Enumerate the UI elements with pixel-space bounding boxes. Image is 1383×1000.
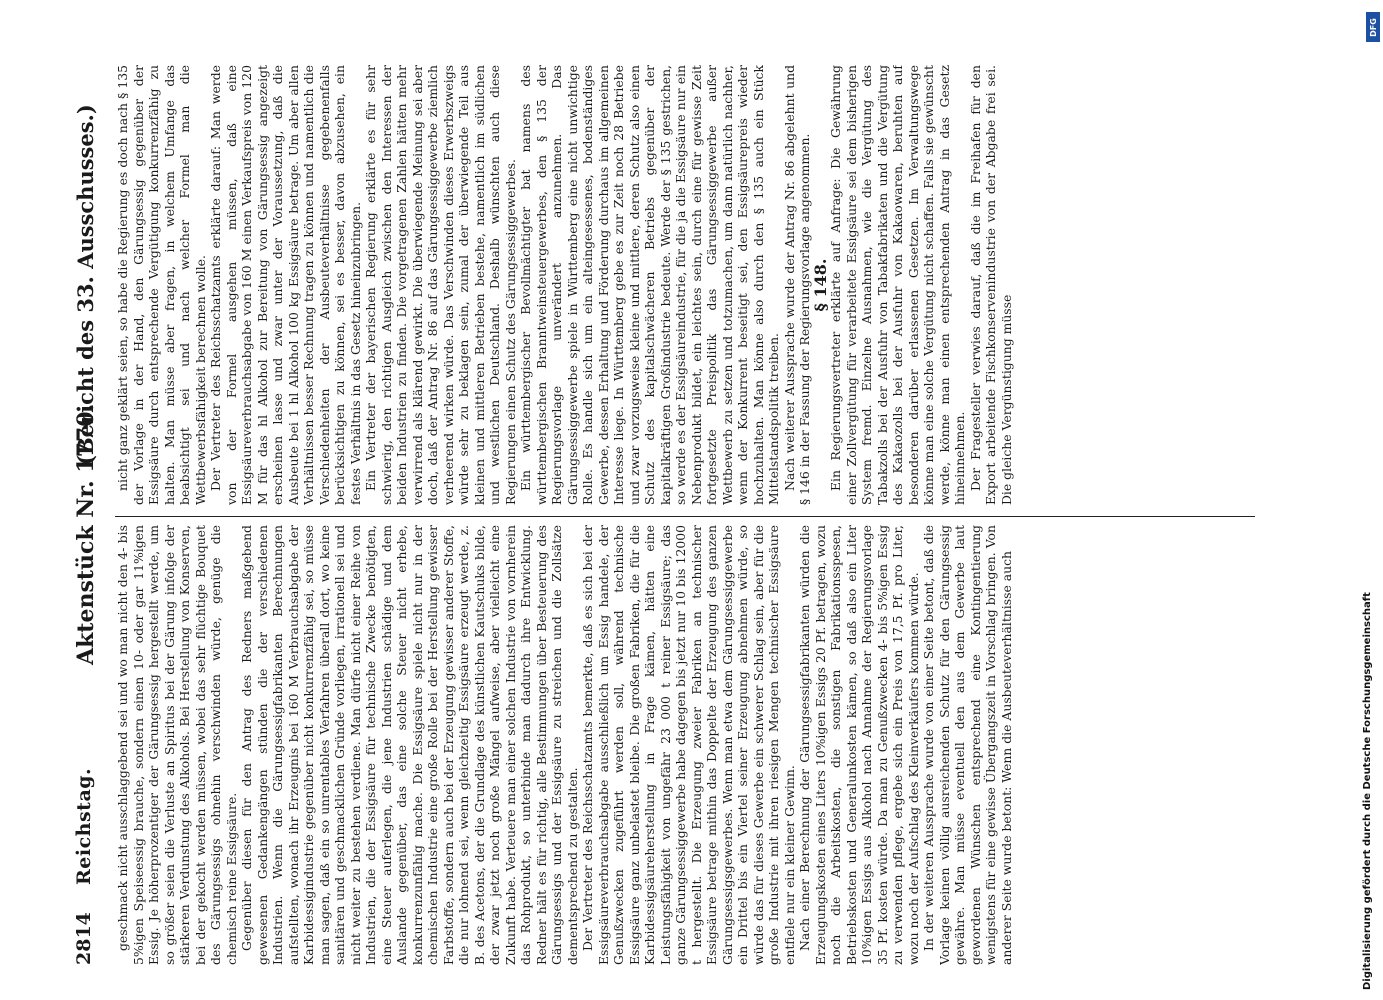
paragraph: Der Fragesteller verwies darauf, daß die im Freihafen für den Export arbeitende Fischkonservenindustrie von der Abgabe frei sei. Die gleiche Vergünstigung müsse xyxy=(967,65,1014,505)
digitization-note: Digitalisierung gefördert durch die Deutsche Forschungsgemeinschaft xyxy=(1362,592,1373,990)
paragraph: Ein Regierungsvertreter erklärte auf Anfrage: Die Gewährung einer Zollvergütung für verarbeitete Essigsäure sei dem bisherigen System fremd. Einzelne Ausnahmen, wie die Vergütung des Tabakzolls bei der Ausfuhr von Tabakfabrikaten und die Vergütung des Kakaozolls bei der Ausfuhr von Kakaowaren, beruhten auf besonderen darüber erlassenen Gesetzen. Im Verwaltungswege könne man eine solche Vergütung nicht schaffen. Falls sie gewünscht werde, könne man einen entsprechenden Antrag in das Gesetz hineinnehmen. xyxy=(828,65,967,505)
paragraph: Nach einer Berechnung der Gärungsessigfabrikanten würden die Erzeugungskosten eines Liters 10%igen Essigs 20 Pf. betragen, wozu noch die Arbeitskosten, die sonstigen Fabrikationsspesen, Betriebskosten und Generalunkosten kämen, so daß also ein Liter 10%igen Essigs aus Alkohol nach Annahme der Regierungsvorlage 35 Pf. kosten würde. Da man zu Genußzwecken 4- bis 5%igen Essig zu verwenden pflege, ergebe sich ein Preis von 17,5 Pf. pro Liter, wozu noch der Aufschlag des Kleinverkäufers kommen würde. xyxy=(797,525,921,965)
dfg-logo xyxy=(1366,12,1380,42)
page-number: 2814 xyxy=(73,912,95,965)
paragraph: Der Vertreter des Reichsschatzamts bemerkte, daß es sich bei der Essigsäureverbrauchsabgabe ausschließlich um Essig handele, der Genußzwecken zugeführt werden soll, während technische Essigsäure ganz unbelastet bleibe. Die großen Fabriken, die für die Karbidessigsäureherstellung in Frage kämen, hätten eine Leistungsfähigkeit von ungefähr 23 000 t reiner Essigsäure; das ganze Gärungsessiggewerbe habe dagegen bis jetzt nur 10 bis 12000 t hergestellt. Die Erzeugung zweier Fabriken an technischer Essigsäure betrage mithin das Doppelte der Erzeugung des ganzen Gärungsessigsgewerbes. Wenn man etwa dem Gärungsessiggewerbe ein Drittel bis ein Viertel seiner Erzeugung abnehmen würde, so würde das für dieses Gewerbe ein schwerer Schlag sein, aber für die große Industrie mit ihren riesigen Mengen technischer Essigsäure entfiele nur ein kleiner Gewinn. xyxy=(580,525,797,965)
paragraph: Der Vertreter des Reichsschatzamts erklärte darauf: Man werde von der Formel ausgehen müssen, daß eine Essigsäureverbrauchsabgabe von 160 M einen Verkaufspreis von 120 M für das hl Alkohol zur Bereitung von Gärungsessig angezeigt erscheinen lasse und zwar unter der Voraussetzung, daß die Ausbeute bei 1 hl Alkohol 100 kg Essigsäure betrage. Um aber allen Verhältnissen besser Rechnung tragen zu können und namentlich die Verschiedenheiten der Ausbeuteverhältnisse gegebenenfalls berücksichtigen zu können, sei es besser, davon abzusehen, ein festes Verhältnis in das Gesetz hineinzubringen. xyxy=(208,65,363,505)
report-title: (Bericht des 33. Ausschusses.) xyxy=(73,104,98,465)
paragraph: Ein Vertreter der bayerischen Regierung erklärte es für sehr schwierig, den richtigen Ausgleich zwischen den Interessen der beiden Industrien zu finden. Die vorgetragenen Zahlen hätten mehr verwirrend als klärend gewirkt. Die überwiegende Meinung sei aber doch, daß der Antrag Nr. 86 auf das Gärungsessiggewerbe ziemlich verheerend wirken würde. Das Verschwinden dieses Erwerbszweigs würde sehr zu beklagen sein, zumal der überwiegende Teil aus kleinen und mittleren Betrieben bestehe, namentlich im südlichen und westlichen Deutschland. Deshalb wünschten auch diese Regierungen einen Schutz des Gärungsessiggewerbes. xyxy=(363,65,518,505)
paragraph: Ein württembergischer Bevollmächtigter bat namens des württembergischen Branntweinsteuergewerbes, den § 135 der Regierungsvorlage unverändert anzunehmen. Das Gärungsessiggewerbe spiele in Württemberg eine nicht unwichtige Rolle. Es handle sich um ein alteingesessenes, bodenständiges Gewerbe, dessen Erhaltung und Förderung durchaus im allgemeinen Interesse liege. In Württemberg gebe es zur Zeit noch 28 Betriebe und zwar vorzugsweise kleine und mittlere, deren Schutz also einen Schutz des kapitalschwächeren Betriebs gegenüber der kapitalkräftigen Großindustrie bedeute. Werde der § 135 gestrichen, so werde es der Essigsäureindustrie, für die ja die Essigsäure nur ein Nebenprodukt bildet, ein leichtes sein, durch eine für gewisse Zeit fortgesetzte Preispolitik das Gärungsessiggewerbe außer Wettbewerb zu setzen und totzumachen, um dann natürlich nachher, wenn der Konkurrent beseitigt sei, den Essigsäurepreis wieder hochzuhalten. Man könne also durch den § 135 auch ein Stück Mittelstandspolitik treiben. xyxy=(518,65,781,505)
document-page xyxy=(45,35,1345,995)
column-divider xyxy=(115,516,1255,517)
paragraph: In der weiteren Aussprache wurde von einer Seite betont, daß die Vorlage keinen völlig ausreichenden Schutz für den Gärungsessig gewähre. Man müsse eventuell den aus dem Gewerbe laut gewordenen Wünschen entsprechend eine Kontingentierung wenigstens für eine gewisse Übergangszeit in Vorschlag bringen. Von anderer Seite wurde betont: Wenn die Ausbeuteverhältnisse auch xyxy=(921,525,1014,965)
parliament-name: Reichstag. xyxy=(73,767,95,885)
section-heading: § 148. xyxy=(810,258,830,312)
left-column xyxy=(115,525,1315,965)
paragraph: Gegenüber diesen für den Antrag des Redners maßgebend gewesenen Gedankengängen stünden die der verschiedenen Industrien. Wenn die Gärungsessigfabrikanten Berechnungen aufstellten, wonach ihr Erzeugnis bei 160 M Verbrauchsabgabe der Karbidessigindustrie gegenüber nicht konkurrenzfähig sei, so müsse man sagen, daß ein so unrentables Verfahren überall dort, wo keine sanitären und geschmacklichen Gründe vorliegen, irrationell sei und nicht weiter zu bestehen verdiene. Man dürfe nicht einer Reihe von Industrien, die der Essigsäure für technische Zwecke benötigten, eine Steuer auferlegen, die jene Industrien schädige und dem Auslande gegenüber, das eine solche Steuer nicht erhebe, konkurrenzunfähig mache. Die Essigsäure spiele nicht nur in der chemischen Industrie eine große Rolle bei der Herstellung gewisser Farbstoffe, sondern auch bei der Erzeugung gewisser anderer Stoffe, die nur lohnend sei, wenn gleichzeitig Essigsäure erzeugt werde, z. B. des Acetons, der die Grundlage des künstlichen Kautschuks bilde, der zwar jetzt noch große Mängel aufweise, aber vielleicht eine Zukunft habe. Verteuere man einer solchen Industrie von vornherein das Rohprodukt, so unterbinde man dadurch ihre Entwicklung. Redner hält es für richtig, alle Bestimmungen über Besteuerung des Gärungsessigs und der Essigsäure zu streichen und die Zollsätze dementsprechend zu gestalten. xyxy=(239,525,580,965)
right-column xyxy=(115,65,1315,505)
document-number: Aktenstück Nr. 1770. xyxy=(73,403,99,665)
digitization-sidebar xyxy=(1360,0,1383,1000)
dfg-logo-text: DFG xyxy=(1368,17,1378,37)
page-header xyxy=(73,65,107,965)
paragraph: nicht ganz geklärt seien, so habe die Regierung es doch nach § 135 der Vorlage in der Hand, den Gärungsessig gegenüber der Essigsäure durch entsprechende Vergütigung konkurrenzfähig zu halten. Man müsse aber fragen, in welchem Umfange das beabsichtigt sei und nach welcher Formel man die Wettbewerbsfähigkeit berechnen wolle. xyxy=(115,65,208,505)
paragraph: Nach weiterer Aussprache wurde der Antrag Nr. 86 abgelehnt und § 146 in der Fassung der Regierungsvorlage angenommen. xyxy=(781,65,812,505)
paragraph: geschmack nicht ausschlaggebend sei und wo man nicht den 4- bis 5%igen Speiseessig brauche, sondern einen 10- oder gar 11%igen Essig. Je höherprozentiger der Gärungsessig hergestellt werde, um so größer seien die Verluste an Spiritus bei der Gärung infolge der stärkeren Verdunstung des Alkohols. Bei Herstellung von Konserven, bei der gekocht werden müssen, wobei das sehr flüchtige Bouquet des Gärungsessigs ohnehin verschwinden würde, genüge die chemisch reine Essigsäure. xyxy=(115,525,239,965)
